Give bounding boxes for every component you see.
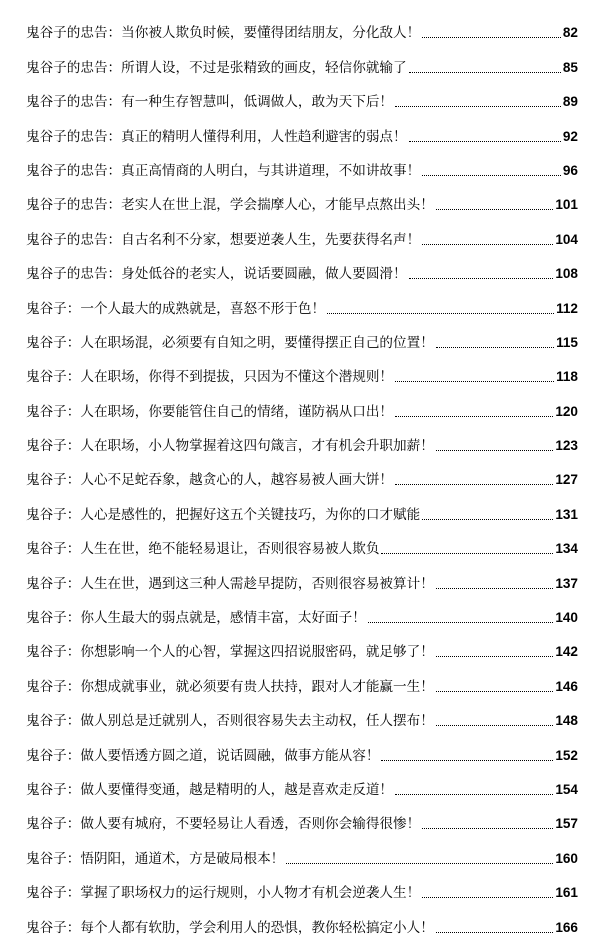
toc-entry-title: 鬼谷子：人生在世，遇到这三种人需趁早提防，否则很容易被算计！ (26, 575, 434, 592)
toc-entry-page-number: 89 (562, 94, 578, 110)
toc-dot-leader (381, 760, 553, 761)
toc-entry-title: 鬼谷子：做人要懂得变通，越是精明的人，越是喜欢走反道！ (26, 781, 394, 798)
toc-entry-title: 鬼谷子：做人要有城府，不要轻易让人看透，否则你会输得很惨！ (26, 816, 421, 833)
toc-entry-page-number: 137 (555, 575, 578, 591)
toc-entry-title: 鬼谷子的忠告：老实人在世上混，学会揣摩人心，才能早点熬出头！ (26, 197, 434, 214)
toc-entry[interactable] (26, 525, 578, 559)
toc-dot-leader (436, 588, 554, 589)
toc-entry-page-number: 104 (555, 231, 578, 247)
toc-entry[interactable] (26, 387, 578, 421)
toc-dot-leader (436, 450, 554, 451)
toc-entry-page-number: 146 (555, 678, 578, 694)
toc-dot-leader (327, 313, 554, 314)
toc-dot-leader (436, 932, 554, 933)
toc-entry[interactable] (26, 628, 578, 662)
toc-entry-page-number: 108 (555, 266, 578, 282)
toc-entry-title: 鬼谷子：做人别总是迁就别人，否则很容易失去主动权，任人摆布！ (26, 713, 434, 730)
toc-dot-leader (409, 141, 561, 142)
toc-entry[interactable] (26, 181, 578, 215)
toc-dot-leader (436, 691, 554, 692)
toc-entry-page-number: 127 (555, 472, 578, 488)
toc-entry-page-number: 123 (555, 438, 578, 454)
toc-entry-page-number: 85 (562, 59, 578, 75)
toc-entry-page-number: 120 (555, 403, 578, 419)
toc-entry[interactable] (26, 422, 578, 456)
toc-entry[interactable] (26, 215, 578, 249)
toc-entry-title: 鬼谷子：你想影响一个人的心智，掌握这四招说服密码，就足够了！ (26, 644, 434, 661)
toc-entry-page-number: 96 (562, 162, 578, 178)
toc-entry[interactable] (26, 869, 578, 903)
toc-dot-leader (422, 828, 553, 829)
toc-entry-page-number: 161 (555, 885, 578, 901)
toc-entry[interactable] (26, 731, 578, 765)
toc-entry[interactable] (26, 43, 578, 77)
toc-entry[interactable] (26, 353, 578, 387)
toc-entry[interactable] (26, 250, 578, 284)
toc-entry-title: 鬼谷子：人生在世，绝不能轻易退让，否则很容易被人欺负 (26, 541, 380, 558)
toc-dot-leader (422, 175, 561, 176)
toc-entry-page-number: 166 (555, 919, 578, 935)
toc-dot-leader (286, 863, 553, 864)
toc-entry-title: 鬼谷子的忠告：有一种生存智慧叫，低调做人，敢为天下后！ (26, 94, 394, 111)
toc-entry-page-number: 157 (555, 816, 578, 832)
toc-entry-page-number: 82 (562, 25, 578, 41)
toc-dot-leader (395, 484, 553, 485)
toc-entry-page-number: 134 (555, 541, 578, 557)
toc-entry-title: 鬼谷子的忠告：自古名利不分家，想要逆袭人生，先要获得名声！ (26, 231, 421, 248)
toc-entry-page-number: 115 (556, 334, 578, 350)
toc-dot-leader (409, 72, 561, 73)
toc-entry[interactable] (26, 697, 578, 731)
toc-dot-leader (395, 106, 561, 107)
toc-entry[interactable] (26, 766, 578, 800)
toc-entry-title: 鬼谷子：你想成就事业，就必须要有贵人扶持，跟对人才能赢一生！ (26, 678, 434, 695)
toc-entry-page-number: 101 (555, 197, 578, 213)
toc-entry-page-number: 142 (555, 644, 578, 660)
toc-entry[interactable] (26, 319, 578, 353)
toc-entry-title: 鬼谷子：悟阴阳，通道术，方是破局根本！ (26, 850, 285, 867)
toc-entry-page-number: 160 (555, 850, 578, 866)
toc-entry-page-number: 112 (556, 300, 578, 316)
toc-entry[interactable] (26, 112, 578, 146)
toc-entry[interactable] (26, 834, 578, 868)
toc-dot-leader (422, 897, 553, 898)
toc-entry[interactable] (26, 662, 578, 696)
toc-entry[interactable] (26, 147, 578, 181)
toc-dot-leader (422, 519, 553, 520)
toc-entry-page-number: 152 (555, 747, 578, 763)
toc-entry[interactable] (26, 559, 578, 593)
toc-entry-page-number: 148 (555, 713, 578, 729)
toc-entry[interactable] (26, 903, 578, 937)
toc-dot-leader (422, 244, 553, 245)
toc-entry-title: 鬼谷子：一个人最大的成熟就是，喜怒不形于色！ (26, 300, 326, 317)
toc-dot-leader (436, 209, 554, 210)
toc-entry[interactable] (26, 800, 578, 834)
toc-entry-page-number: 118 (556, 369, 578, 385)
toc-entry-title: 鬼谷子：人在职场，小人物掌握着这四句箴言，才有机会升职加薪！ (26, 438, 434, 455)
toc-entry-title: 鬼谷子：做人要悟透方圆之道，说话圆融，做事方能从容！ (26, 747, 380, 764)
toc-entry[interactable] (26, 490, 578, 524)
toc-dot-leader (409, 278, 554, 279)
toc-entry[interactable] (26, 9, 578, 43)
toc-entry-title: 鬼谷子：掌握了职场权力的运行规则，小人物才有机会逆袭人生！ (26, 885, 421, 902)
toc-entry[interactable] (26, 78, 578, 112)
toc-entry-title: 鬼谷子的忠告：身处低谷的老实人，说话要圆融，做人要圆滑！ (26, 266, 407, 283)
toc-entry-title: 鬼谷子：每个人都有软肋，学会利用人的恐惧，教你轻松搞定小人！ (26, 919, 434, 936)
toc-entry-title: 鬼谷子：人在职场，你要能管住自己的情绪，谨防祸从口出！ (26, 403, 394, 420)
toc-dot-leader (395, 794, 553, 795)
toc-dot-leader (395, 416, 553, 417)
toc-dot-leader (436, 656, 554, 657)
toc-entry[interactable] (26, 456, 578, 490)
toc-entry[interactable] (26, 594, 578, 628)
toc-entry-title: 鬼谷子：你人生最大的弱点就是，感情丰富，太好面子！ (26, 610, 366, 627)
toc-entry-title: 鬼谷子的忠告：所谓人设，不过是张精致的画皮，轻信你就输了 (26, 59, 407, 76)
toc-entry-title: 鬼谷子：人在职场，你得不到提拔，只因为不懂这个潜规则！ (26, 369, 394, 386)
toc-entry-title: 鬼谷子的忠告：当你被人欺负时候，要懂得团结朋友，分化敌人！ (26, 25, 421, 42)
toc-dot-leader (422, 37, 561, 38)
toc-entry-page-number: 92 (562, 128, 578, 144)
toc-dot-leader (395, 381, 554, 382)
toc-dot-leader (436, 725, 554, 726)
toc-entry[interactable] (26, 284, 578, 318)
toc-entry-title: 鬼谷子：人在职场混，必须要有自知之明，要懂得摆正自己的位置！ (26, 334, 434, 351)
toc-entry-title: 鬼谷子的忠告：真正高情商的人明白，与其讲道理，不如讲故事！ (26, 162, 421, 179)
toc-entry-title: 鬼谷子：人心不足蛇吞象，越贪心的人，越容易被人画大饼！ (26, 472, 394, 489)
toc-entry-title: 鬼谷子：人心是感性的，把握好这五个关键技巧，为你的口才赋能 (26, 506, 421, 523)
toc-entry-page-number: 140 (555, 610, 578, 626)
toc-entry-title: 鬼谷子的忠告：真正的精明人懂得利用，人性趋利避害的弱点！ (26, 128, 407, 145)
toc-dot-leader (436, 347, 554, 348)
toc-entry-page-number: 154 (555, 781, 578, 797)
toc-dot-leader (381, 553, 553, 554)
toc-dot-leader (368, 622, 553, 623)
toc-entry-page-number: 131 (555, 506, 578, 522)
